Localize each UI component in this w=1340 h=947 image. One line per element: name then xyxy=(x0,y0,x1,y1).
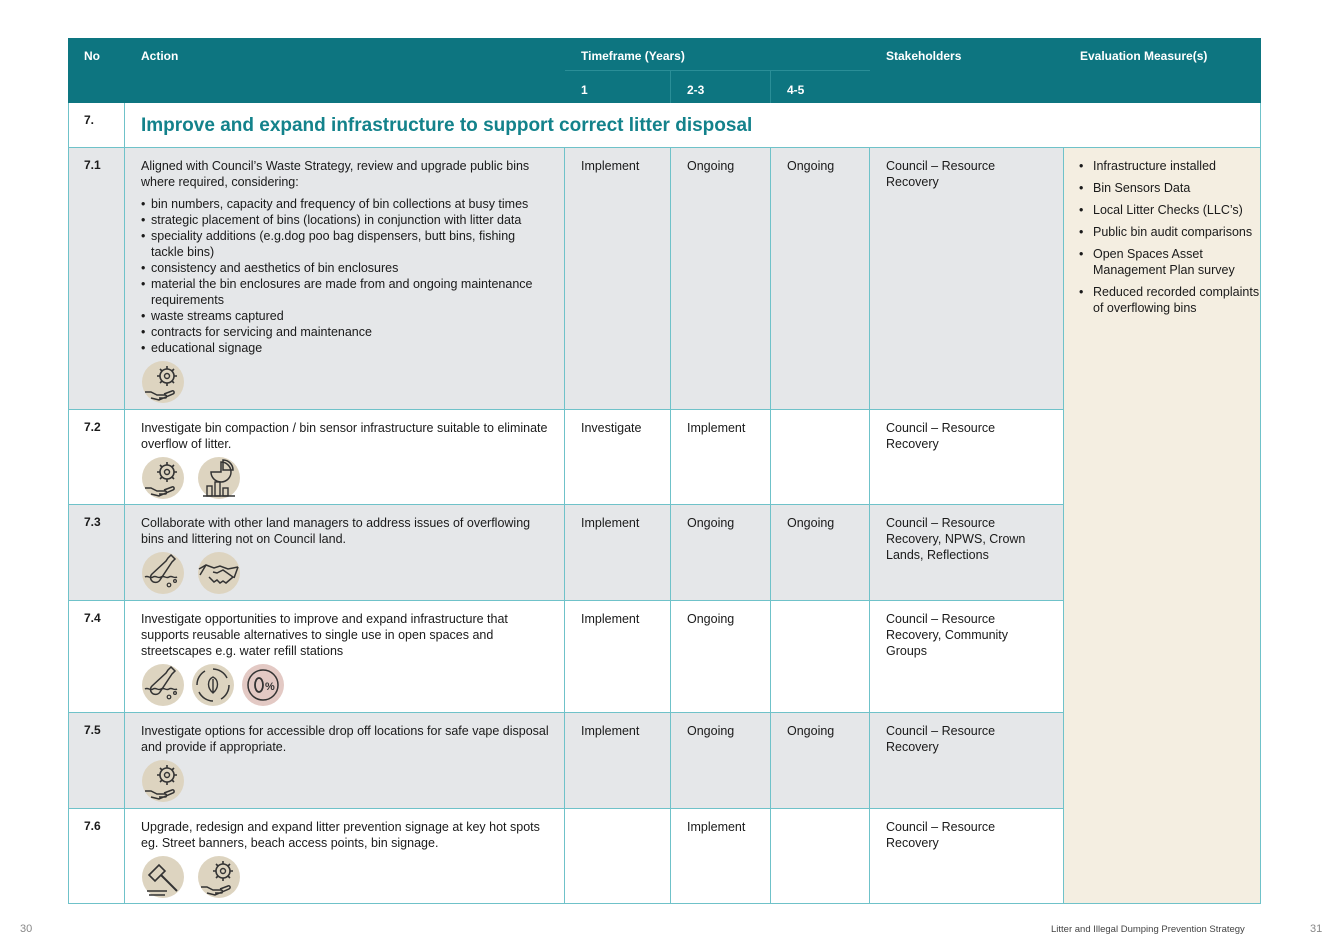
action-text: Investigate opportunities to improve and expand infrastructure that supports reusable alternatives to single use in open spaces and streetscapes e.g. water refill stations xyxy=(141,612,508,658)
header-divider xyxy=(565,70,870,71)
action-text: Upgrade, redesign and expand litter prevention signage at key hot spots eg. Street banners, beach access points, bin signage. xyxy=(141,820,540,850)
gear-hand-icon xyxy=(141,360,185,404)
row-timeframe-4-5 xyxy=(771,410,870,430)
action-bullet: • waste streams captured xyxy=(151,308,549,324)
grid-line xyxy=(1063,148,1064,904)
action-bullet: • contracts for servicing and maintenance xyxy=(151,324,549,340)
footer-title: Litter and Illegal Dumping Prevention Strategy xyxy=(1051,924,1245,935)
action-bullet: • material the bin enclosures are made from and ongoing maintenance requirements xyxy=(151,276,549,308)
row-stakeholders: Council – Resource Recovery, Community Groups xyxy=(886,612,1009,658)
action-text: Collaborate with other land managers to address issues of overflowing bins and littering not on Council land. xyxy=(141,516,531,546)
row-timeframe-1: Implement xyxy=(581,724,640,738)
row-timeframe-2-3: Ongoing xyxy=(687,159,735,173)
header-timeframe-2-3: 2-3 xyxy=(671,71,771,103)
recycle-leaf-icon xyxy=(191,663,235,707)
header-no: No xyxy=(68,38,125,103)
evaluation-cell xyxy=(1064,148,1261,904)
row-timeframe-2-3: Implement xyxy=(687,421,746,435)
gear-hand-icon xyxy=(141,759,185,803)
evaluation-item: • Infrastructure installed xyxy=(1093,158,1261,174)
bottle-water-icon xyxy=(141,663,185,707)
page-number-left: 30 xyxy=(20,923,33,935)
row-timeframe-2-3: Ongoing xyxy=(687,724,735,738)
svg-text:%: % xyxy=(265,681,275,693)
row-number: 7.4 xyxy=(84,611,101,625)
row-timeframe-4-5 xyxy=(771,809,870,829)
header-action: Action xyxy=(125,38,565,103)
grid-line xyxy=(68,808,1064,809)
header-vdivider xyxy=(770,71,771,103)
action-text: Investigate options for accessible drop off locations for safe vape disposal and provide if appropriate. xyxy=(141,724,549,754)
header-timeframe: Timeframe (Years) xyxy=(565,38,870,71)
row-timeframe-4-5: Ongoing xyxy=(787,724,835,738)
grid-line xyxy=(68,147,1261,148)
gavel-icon xyxy=(141,855,185,899)
row-timeframe-2-3: Ongoing xyxy=(687,516,735,530)
row-timeframe-1: Investigate xyxy=(581,421,642,435)
action-bullet: • consistency and aesthetics of bin enclosures xyxy=(151,260,549,276)
action-bullet: • strategic placement of bins (locations) in conjunction with litter data xyxy=(151,212,549,228)
row-timeframe-4-5 xyxy=(771,601,870,621)
action-text: Investigate bin compaction / bin sensor infrastructure suitable to eliminate overflow of litter. xyxy=(141,421,548,451)
row-action xyxy=(125,148,565,414)
action-bullets xyxy=(141,196,549,356)
action-text: Aligned with Council’s Waste Strategy, review and upgrade public bins where required, considering: xyxy=(141,159,530,189)
grid-line xyxy=(68,504,1064,505)
row-timeframe-1: Implement xyxy=(581,159,640,173)
gear-hand-icon xyxy=(197,855,241,899)
row-stakeholders: Council – Resource Recovery xyxy=(886,820,996,850)
evaluation-item: • Public bin audit comparisons xyxy=(1093,224,1261,240)
row-number: 7.1 xyxy=(84,158,101,172)
row-action xyxy=(125,713,565,813)
chart-icon xyxy=(197,456,241,500)
bottle-water-icon xyxy=(141,551,185,595)
row-action xyxy=(125,809,565,909)
row-action xyxy=(125,601,565,717)
action-bullet: • speciality additions (e.g.dog poo bag dispensers, butt bins, fishing tackle bins) xyxy=(151,228,549,260)
row-number: 7.6 xyxy=(84,819,101,833)
row-timeframe-2-3: Implement xyxy=(687,820,746,834)
grid-line xyxy=(68,600,1064,601)
row-number: 7.5 xyxy=(84,723,101,737)
section-number: 7. xyxy=(68,103,125,148)
grid-line xyxy=(1260,103,1261,904)
header-evaluation: Evaluation Measure(s) xyxy=(1064,38,1261,103)
row-stakeholders: Council – Resource Recovery, NPWS, Crown Lands, Reflections xyxy=(886,516,1026,562)
handshake-icon xyxy=(197,551,241,595)
evaluation-item: • Bin Sensors Data xyxy=(1093,180,1261,196)
evaluation-list xyxy=(1064,158,1261,316)
header-timeframe-1: 1 xyxy=(565,71,671,103)
header-timeframe-4-5: 4-5 xyxy=(771,71,870,103)
grid-line xyxy=(68,903,1261,904)
evaluation-item: • Open Spaces Asset Management Plan survey xyxy=(1093,246,1261,278)
zero-percent-icon xyxy=(241,663,285,707)
action-bullet: • educational signage xyxy=(151,340,549,356)
header-vdivider xyxy=(670,71,671,103)
grid-line xyxy=(670,148,671,904)
evaluation-item: • Reduced recorded complaints of overflowing bins xyxy=(1093,284,1261,316)
row-number: 7.3 xyxy=(84,515,101,529)
row-timeframe-1: Implement xyxy=(581,612,640,626)
grid-line xyxy=(564,148,565,904)
page-number-right: 31 xyxy=(1310,923,1323,935)
gear-hand-icon xyxy=(141,456,185,500)
grid-line xyxy=(68,409,1064,410)
row-stakeholders: Council – Resource Recovery xyxy=(886,421,996,451)
row-action xyxy=(125,410,565,510)
header-stakeholders: Stakeholders xyxy=(870,38,1064,103)
grid-line xyxy=(869,148,870,904)
row-timeframe-1 xyxy=(565,809,671,829)
grid-line xyxy=(68,712,1064,713)
grid-line xyxy=(770,148,771,904)
section-title: Improve and expand infrastructure to support correct litter disposal xyxy=(125,103,1261,148)
row-timeframe-4-5: Ongoing xyxy=(787,516,835,530)
row-timeframe-4-5: Ongoing xyxy=(787,159,835,173)
row-action xyxy=(125,505,565,605)
action-bullet: • bin numbers, capacity and frequency of bin collections at busy times xyxy=(151,196,549,212)
row-stakeholders: Council – Resource Recovery xyxy=(886,159,996,189)
evaluation-item: • Local Litter Checks (LLC’s) xyxy=(1093,202,1261,218)
row-stakeholders: Council – Resource Recovery xyxy=(886,724,996,754)
row-timeframe-1: Implement xyxy=(581,516,640,530)
row-timeframe-2-3: Ongoing xyxy=(687,612,735,626)
row-number: 7.2 xyxy=(84,420,101,434)
